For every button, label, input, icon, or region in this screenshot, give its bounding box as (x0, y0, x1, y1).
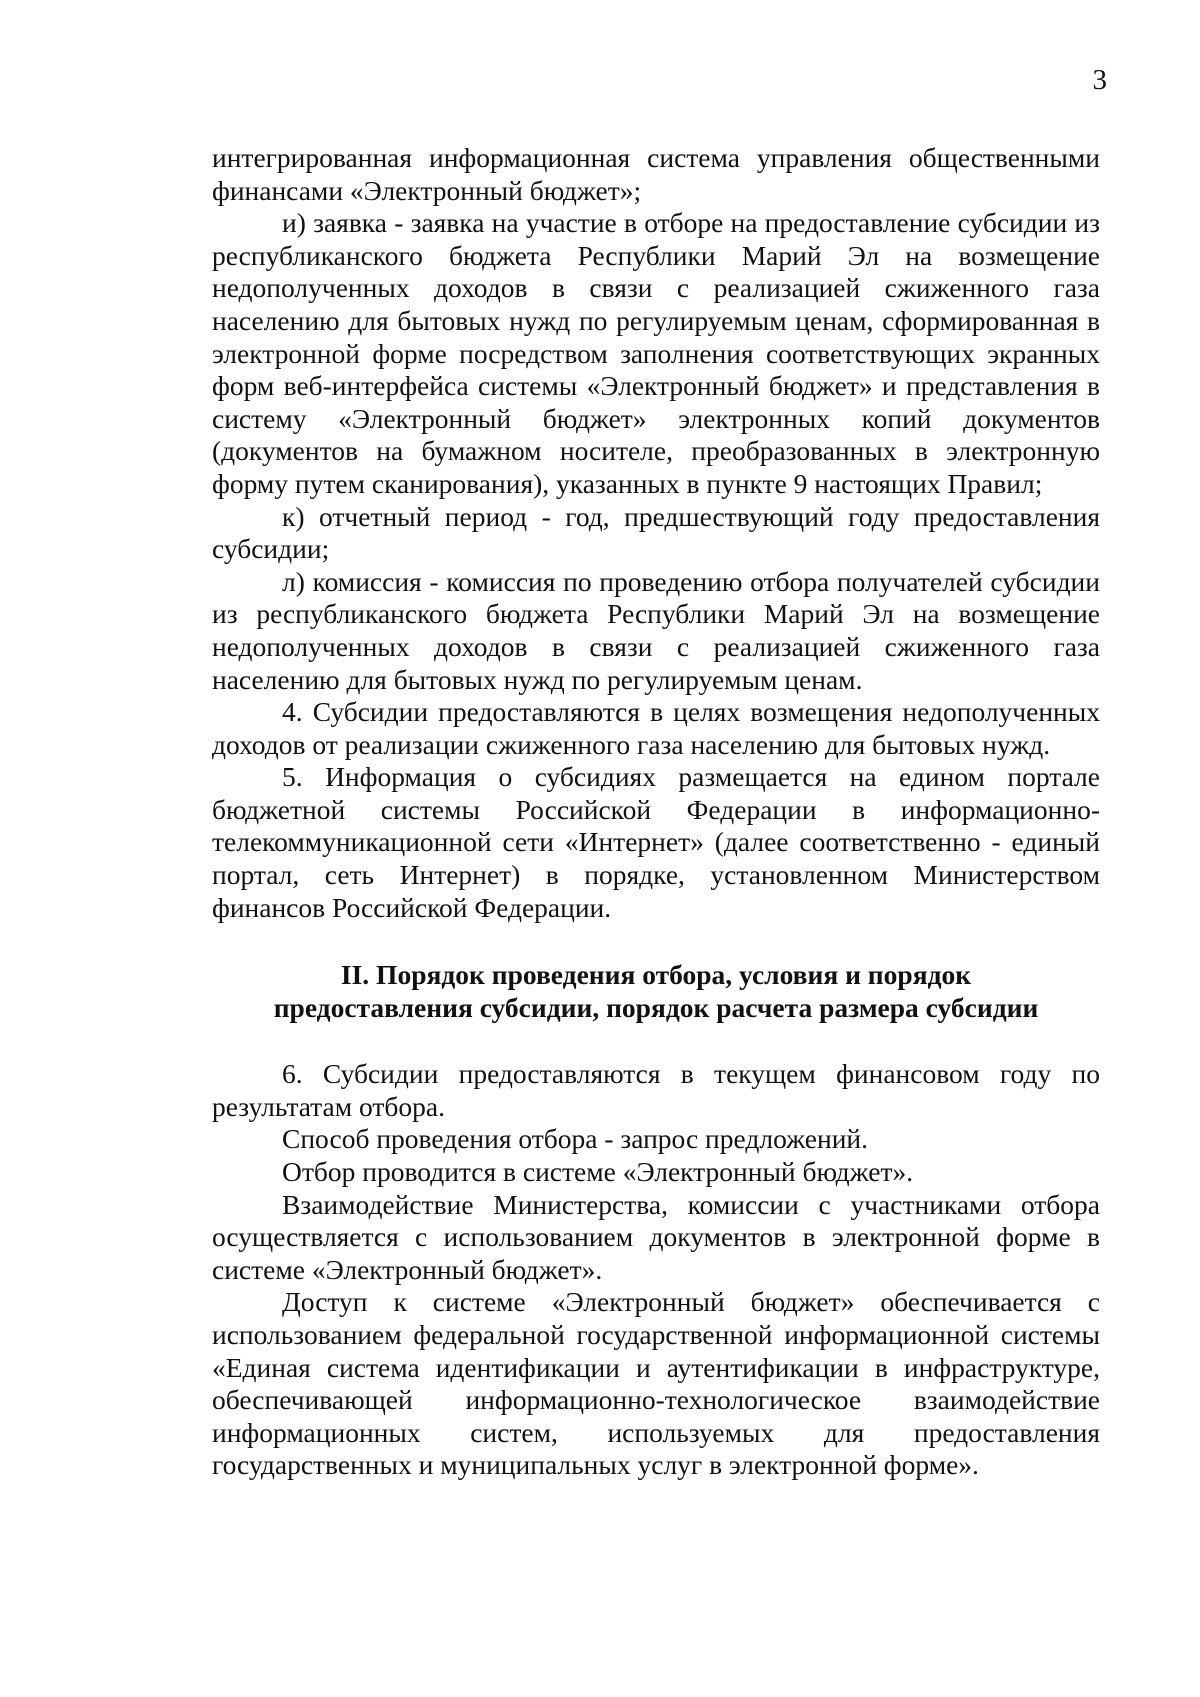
paragraph-5: 5. Информация о субсидиях размещается на едином портале бюджетной системы Российской Федерации в информационно-телекоммуникационной сети «Интернет» (далее соответственно - единый портал, сеть Интернет) в порядке, установленном Министерством финансов Российской Федерации. (212, 761, 1100, 923)
paragraph-4: 4. Субсидии предоставляются в целях возмещения недополученных доходов от реализации сжиженного газа населению для бытовых нужд. (212, 696, 1100, 760)
section-heading (212, 958, 1100, 1024)
paragraph-item-i: и) заявка - заявка на участие в отборе на предоставление субсидии из республиканского бюджета Республики Марий Эл на возмещение недополученных доходов в связи с реализацией сжиженного газа населению для бытовых нужд по регулируемым ценам, сформированная в электронной форме посредством заполнения соответствующих экранных форм веб-интерфейса системы «Электронный бюджет» и представления в систему «Электронный бюджет» электронных копий документов (документов на бумажном носителе, преобразованных в электронную форму путем сканирования), указанных в пункте 9 настоящих Правил; (212, 207, 1100, 499)
paragraph-item-k: к) отчетный период - год, предшествующий году предоставления субсидии; (212, 500, 1100, 565)
paragraph-interaction: Взаимодействие Министерства, комиссии с участниками отбора осуществляется с использованием документов в электронной форме в системе «Электронный бюджет». (212, 1188, 1100, 1285)
page-number: 3 (1092, 64, 1107, 96)
paragraph-continuation: интегрированная информационная система управления общественными финансами «Электронный бюджет»; (212, 142, 1100, 206)
section-heading-line-1: II. Порядок проведения отбора, условия и порядок (340, 959, 972, 991)
paragraph-6: 6. Субсидии предоставляются в текущем финансовом году по результатам отбора. (212, 1058, 1100, 1122)
section-heading-line-2: предоставления субсидии, порядок расчета размера субсидии (273, 992, 1039, 1024)
paragraph-selection-method: Способ проведения отбора - запрос предложений. (282, 1123, 869, 1155)
document-body (212, 142, 1100, 1482)
paragraph-access: Доступ к системе «Электронный бюджет» обеспечивается с использованием федеральной государственной информационной системы «Единая система идентификации и аутентификации в инфраструктуре, обеспечивающей информационно-технологическое взаимодействие информационных систем, используемых для предоставления государственных и муниципальных услуг в электронной форме». (212, 1286, 1100, 1481)
paragraph-selection-system: Отбор проводится в системе «Электронный бюджет». (282, 1156, 914, 1188)
paragraph-item-l: л) комиссия - комиссия по проведению отбора получателей субсидии из республиканского бюджета Республики Марий Эл на возмещение недополученных доходов в связи с реализацией сжиженного газа населению для бытовых нужд по регулируемым ценам. (212, 565, 1100, 695)
